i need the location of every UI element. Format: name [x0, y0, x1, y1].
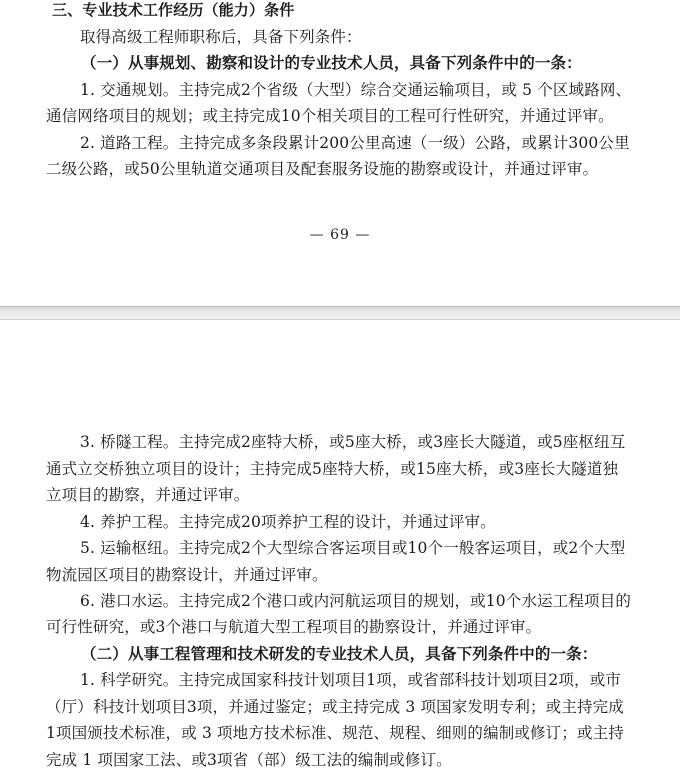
- research-line4: 完成 1 项国家工法、或3项省（部）级工法的编制或修订。: [46, 751, 452, 769]
- item3-line1: 3. 桥隧工程。主持完成2座特大桥，或5座大桥，或3座长大隧道，或5座枢纽互: [80, 433, 626, 451]
- item2-line2: 二级公路，或50公里轨道交通项目及配套服务设施的勘察或设计，并通过评审。: [46, 160, 599, 178]
- item2-line1: 2. 道路工程。主持完成多条段累计200公里高速（一级）公路，或累计300公里: [80, 134, 630, 152]
- page-number: — 69 —: [309, 227, 371, 243]
- item3-line3: 立项目的勘察，并通过评审。: [46, 486, 250, 504]
- research-line3: 1项国颁技术标准，或 3 项地方技术标准、规范、规程、细则的编制或修订；或主持: [46, 724, 624, 742]
- item5-line1: 5. 运输枢纽。主持完成2个大型综合客运项目或10个一般客运项目，或2个大型: [80, 539, 626, 557]
- research-line2: （厅）科技计划项目3项，并通过鉴定；或主持完成 3 项国家发明专利；或主持完成: [46, 698, 624, 716]
- item1-line1: 1. 交通规划。主持完成2个省级（大型）综合交通运输项目，或 5 个区域路网、: [80, 81, 632, 99]
- document-page-69: [0, 0, 680, 306]
- document-page-70: [0, 320, 680, 781]
- item6-line1: 6. 港口水运。主持完成2个港口或内河航运项目的规划，或10个水运工程项目的: [80, 592, 632, 610]
- item4-line1: 4. 养护工程。主持完成20项养护工程的设计，并通过评审。: [80, 513, 496, 531]
- item1-line2: 通信网络项目的规划；或主持完成10个相关项目的工程可行性研究，并通过评审。: [46, 107, 614, 125]
- page-separator: [0, 306, 680, 320]
- research-line1: 1. 科学研究。主持完成国家科技计划项目1项，或省部科技计划项目2项，或市: [80, 671, 621, 689]
- group1-heading: （一）从事规划、勘察和设计的专业技术人员，具备下列条件中的一条：: [81, 53, 582, 72]
- item6-line2: 可行性研究，或3个港口与航道大型工程项目的勘察设计，并通过评审。: [46, 618, 542, 636]
- section-heading: 三、专业技术工作经历（能力）条件: [52, 1, 295, 19]
- item3-line2: 通式立交桥独立项目的设计；主持完成5座特大桥，或15座大桥，或3座长大隧道独: [46, 460, 619, 478]
- group2-heading: （二）从事工程管理和技术研发的专业技术人员，具备下列条件中的一条：: [81, 644, 598, 663]
- intro-text: 取得高级工程师职称后，具备下列条件：: [80, 28, 362, 46]
- item5-line2: 物流园区项目的勘察设计，并通过评审。: [46, 566, 328, 584]
